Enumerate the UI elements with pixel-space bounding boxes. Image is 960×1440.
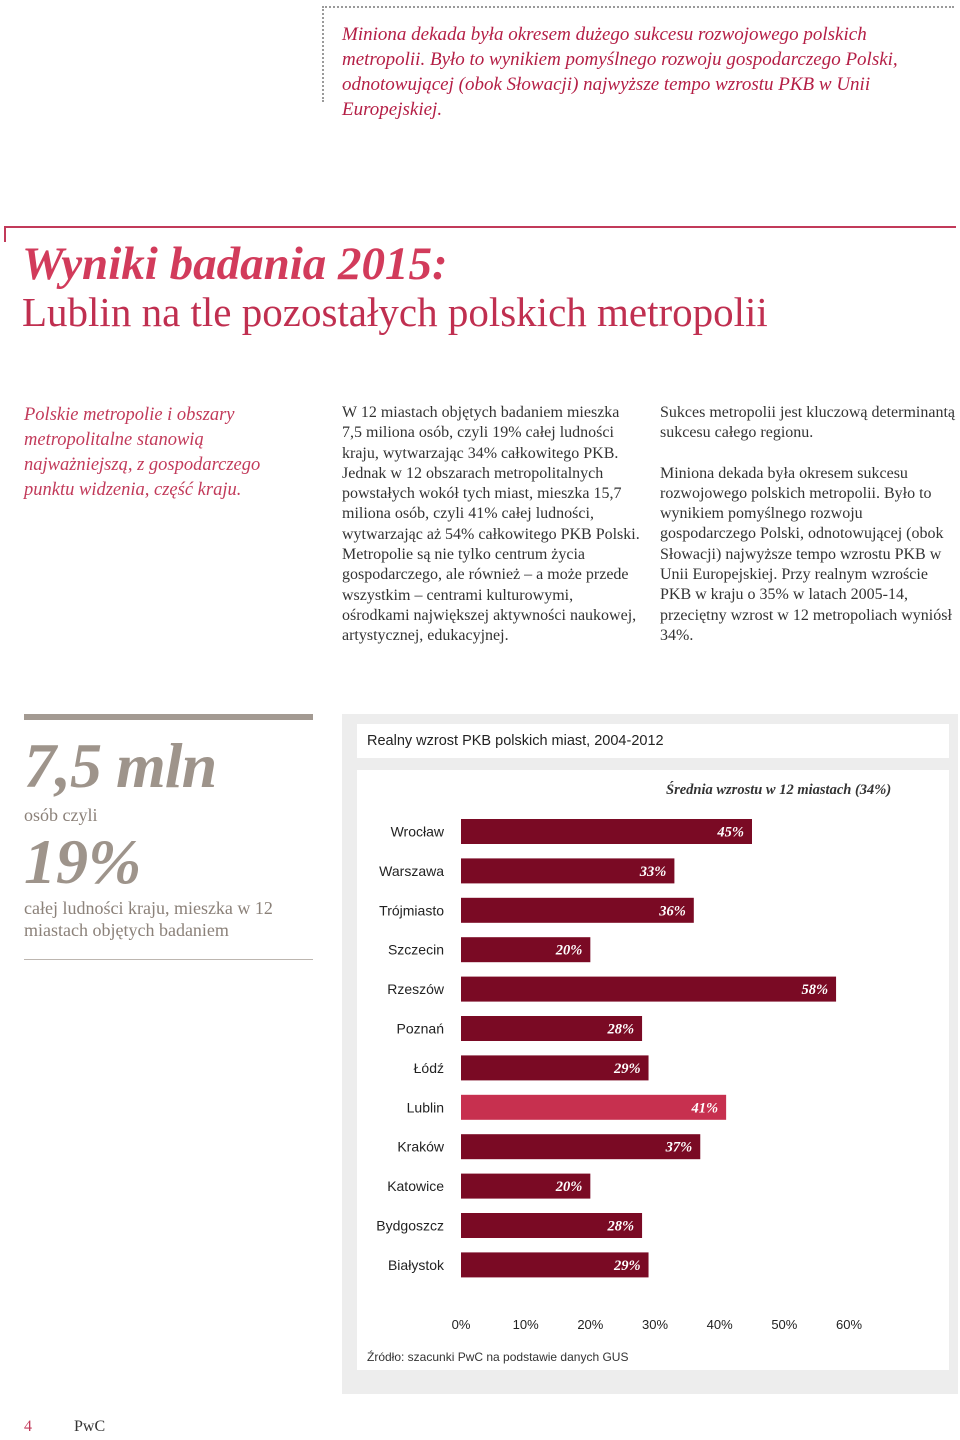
bar-value-label: 29% <box>613 1060 641 1077</box>
stat-description: całej ludności kraju, mieszka w 12 miastach objętych badaniem <box>24 898 273 940</box>
category-label: Katowice <box>387 1178 444 1195</box>
body-paragraph-right-2: Miniona dekada była okresem sukcesu rozwojowego polskich metropolii. Było to wynikiem pomyślnego rozwoju gospodarczego Polski, odnotowującej (obok Słowacji) najwyższe tempo wzrostu PKB w Unii Europejskiej. Przy realnym wzroście PKB w kraju o 35% w latach 2005-14, przeciętny wzrost w 12 metropoliach wyniósł 34%. <box>660 464 952 644</box>
chart-title: Realny wzrost PKB polskich miast, 2004-2012 <box>357 724 949 758</box>
chart-annotation: Średnia wzrostu w 12 miastach (34%) <box>666 782 892 798</box>
stat-divider-bottom <box>24 959 313 960</box>
category-label: Wrocław <box>390 823 444 840</box>
stat-population: 7,5 mln <box>24 730 217 801</box>
body-paragraph-middle: W 12 miastach objętych badaniem mieszka 7,5 miliona osób, czyli 19% całej ludności kraju, wytwarzając 34% całkowitego PKB. Jednak w 12 obszarach metropolitalnych powstałych wokół tych miast, mieszka 15,7 miliona osób, czyli 41% całej ludności, wytwarzając aż 54% całkowitego PKB Polski. Metropolie są nie tylko centrum życia gospodarczego, ale również – a może przede wszystkim – centrami kulturowymi, ośrodkami największej aktywności naukowej, artystycznej, edukacyjnej. <box>342 404 640 645</box>
bar-value-label: 37% <box>665 1139 693 1156</box>
x-tick-label: 0% <box>451 1317 471 1332</box>
stat-percentage: 19% <box>24 826 142 897</box>
body-column-right <box>660 403 956 646</box>
x-tick-label: 50% <box>771 1317 798 1332</box>
chart-source: Źródło: szacunki PwC na podstawie danych GUS <box>367 1350 629 1364</box>
x-tick-label: 60% <box>835 1317 863 1332</box>
body-paragraph-right-1: Sukces metropolii jest kluczową determinantą sukcesu całego regionu. <box>660 404 956 442</box>
category-label: Bydgoszcz <box>376 1217 444 1234</box>
page-number: 4 <box>24 1418 32 1435</box>
category-label: Łódź <box>413 1059 444 1076</box>
bar-value-label: 20% <box>555 1179 583 1196</box>
category-label: Warszawa <box>379 862 444 879</box>
bar-chart <box>357 770 949 1370</box>
bar-value-label: 33% <box>639 863 667 880</box>
category-label: Kraków <box>397 1138 444 1155</box>
stat-connector-text: osób czyli <box>24 805 98 825</box>
category-label: Poznań <box>396 1020 444 1037</box>
bar-8 <box>461 1134 700 1159</box>
callout-border-left <box>322 6 324 102</box>
page-title: Wyniki badania 2015: <box>22 238 448 290</box>
title-frame-left <box>4 226 6 242</box>
x-tick-label: 20% <box>577 1317 604 1332</box>
stat-divider-top <box>24 714 313 720</box>
bar-value-label: 36% <box>659 903 686 920</box>
title-frame-top <box>4 226 956 228</box>
bar-0 <box>461 819 752 844</box>
category-label: Białystok <box>387 1256 444 1273</box>
bar-7 <box>461 1095 726 1120</box>
callout-border-top <box>322 6 954 8</box>
intro-callout: Miniona dekada była okresem dużego sukcesu rozwojowego polskich metropolii. Było to wynikiem pomyślnego rozwoju gospodarczego Polski, odnotowującej (obok Słowacji) najwyższe tempo wzrostu PKB w Unii Europejskiej. <box>342 24 898 120</box>
bar-value-label: 41% <box>691 1100 719 1117</box>
x-tick-label: 10% <box>512 1317 539 1332</box>
bar-value-label: 58% <box>801 982 829 999</box>
x-tick-label: 30% <box>641 1317 669 1332</box>
x-tick-label: 40% <box>706 1317 733 1332</box>
bar-4 <box>461 977 836 1002</box>
bar-value-label: 28% <box>607 1218 635 1235</box>
bar-value-label: 29% <box>613 1257 641 1274</box>
category-label: Trójmiasto <box>379 902 444 919</box>
category-label: Szczecin <box>387 941 444 958</box>
lead-paragraph: Polskie metropolie i obszary metropolitalne stanowią najważniejszą, z gospodarczego punktu widzenia, część kraju. <box>24 405 261 500</box>
category-label: Lublin <box>406 1099 444 1116</box>
bar-value-label: 20% <box>555 942 583 959</box>
brand-name: PwC <box>74 1418 106 1435</box>
bar-value-label: 45% <box>717 824 744 841</box>
page-subtitle: Lublin na tle pozostałych polskich metropolii <box>22 289 768 335</box>
category-label: Rzeszów <box>387 981 444 998</box>
bar-value-label: 28% <box>607 1021 635 1038</box>
